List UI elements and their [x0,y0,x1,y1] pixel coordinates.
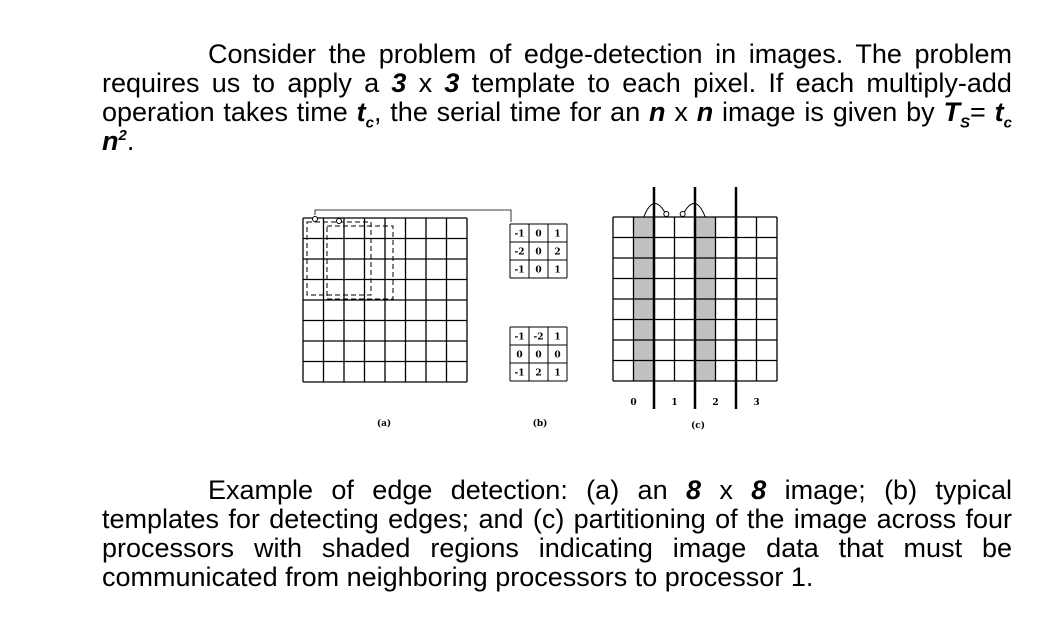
template-cell-value: 0 [535,265,542,276]
n-var-3: n [102,126,119,156]
processor-label-3: 3 [753,398,760,408]
template-cell-value: 1 [554,265,561,276]
caption-text-2: image; (b) typical templates for detecting edges; and (c) partitioning of the image across four processors with shaded regions indicating image data that must be communicated from neighboring processors to processor 1. [102,475,1012,592]
processor-label-2: 2 [712,398,719,408]
template-cell-value: -1 [514,265,525,276]
template-cell-value: 1 [554,368,561,379]
template-window-2 [327,226,393,299]
processor-label-1: 1 [671,398,678,408]
template-cell-value: 1 [554,332,561,343]
caption-paragraph [102,476,1012,592]
n-var-2: n [696,97,714,127]
caption-times: x [719,475,733,505]
label-c: (c) [691,421,705,431]
caption-size-2: 8 [751,475,767,505]
template-cell-value: -2 [533,332,544,343]
template-cell-value: 2 [535,368,542,379]
n-var-1: n [649,97,666,127]
template-size-b: 3 [444,68,460,98]
t-sub: c [365,114,374,132]
intro-text-4: image is given by [722,97,935,127]
arrow-head-right [680,212,685,217]
template-cell-value: 2 [554,247,561,258]
image-grid-8x8 [303,210,511,382]
template-horizontal-edges [510,327,567,381]
intro-text-1: Consider the problem of edge-detection in images. The problem requires us to apply a [102,39,1012,98]
T-var: T [943,97,960,127]
intro-text-3: , the serial time for an [373,97,641,127]
label-b: (b) [532,419,548,429]
template-cell-value: 0 [516,350,523,361]
template-cell-value: -1 [514,332,525,343]
T-sub: S [959,114,970,132]
template-cell-value: 0 [535,247,542,258]
arrow-head-left [664,212,669,217]
window-marker-1 [313,217,318,222]
template-size-a: 3 [391,68,407,98]
template-cell-value: -1 [514,229,525,240]
tc-sub: c [1003,114,1012,132]
template-cell-value: -1 [514,368,525,379]
times-sign: x [418,68,433,98]
template-cell-value: 0 [535,350,542,361]
times-sign-2: x [674,97,688,127]
label-a: (a) [376,419,392,429]
tc-var: t [994,97,1004,127]
period: . [126,126,135,156]
processor-label-0: 0 [630,398,637,408]
intro-text-2: template to each pixel. If each multiply-add operation takes time [102,68,1012,127]
caption-size-1: 8 [685,475,701,505]
equals-sign: = [969,97,986,127]
t-var: t [356,97,366,127]
templates-group [510,224,567,381]
caption-text-1: Example of edge detection: (a) an [208,475,668,505]
template-cell-value: 0 [535,229,542,240]
square-exponent: 2 [118,127,127,144]
template-cell-value: 1 [554,229,561,240]
template-cell-value: 0 [554,350,561,361]
partitioned-grid [613,187,777,409]
window-marker-2 [337,219,342,224]
template-vertical-edges [510,224,567,278]
template-cell-value: -2 [514,247,525,258]
